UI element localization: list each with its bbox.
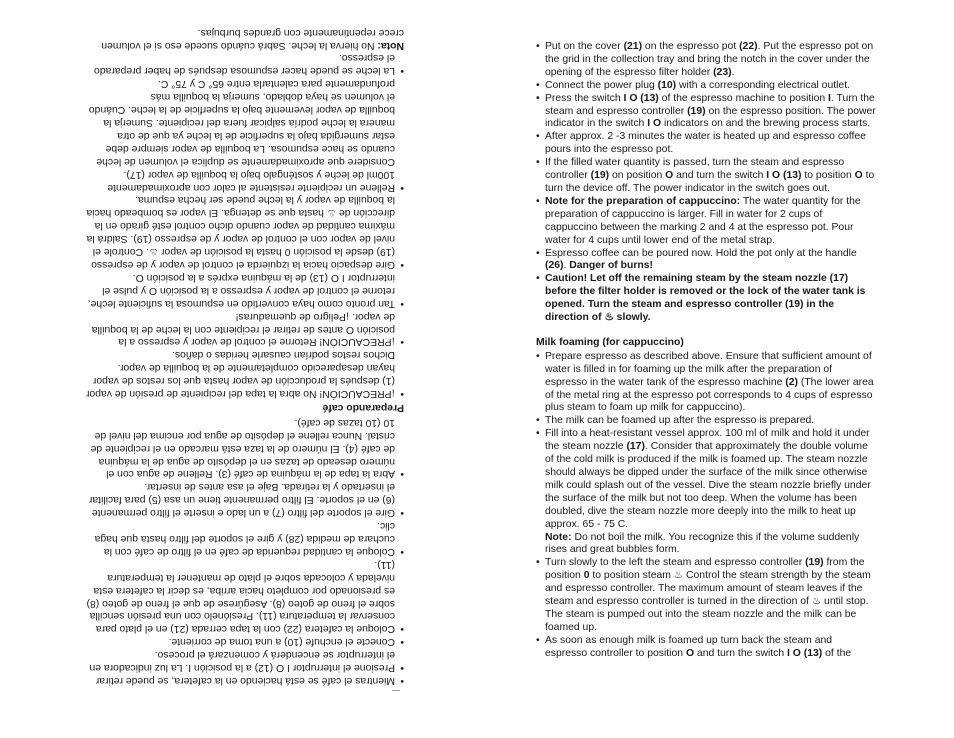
- spanish-list-item: • Conecte el enchufe (10) a una toma de corriente.: [86, 634, 404, 647]
- spanish-list-item: • Coloque la cafetera (22) con la tapa cerrada (21) en el plato para conservar la temperatura (11). Presiónelo con una presión sencilla sobre el freno de goteo (8). Asegúrese de que el freno de goteo (8) es presionado por completo hacia arriba, es decir la cafetera esta nivelada y colocada sobre el plato de mantener la temperatura (11).: [86, 557, 404, 634]
- spanish-list-item: • ¡PRECAUCIÓN! Retorne el control de vapor y espresso a la posición O antes de retirar el recipiente con la leche de la boquilla de vapor. ¡Peligro de quemaduras!: [86, 309, 404, 348]
- bold-run: I O (13): [766, 170, 802, 182]
- spanish-note-label: Nota:: [377, 39, 404, 51]
- bold-run: I O: [647, 118, 662, 130]
- english-list-item: • Turn slowly to the left the steam and espresso controller (19) from the position 0 to position steam ♨ Control the steam strength by the steam and espresso controller. The maximum amount of steam leaves if the steam and espresso controller is turned in the direction of ♨ until stop. The steam is pumped out into the steam nozzle and the milk can be foamed up.: [536, 557, 876, 634]
- bold-run: (26): [545, 260, 564, 272]
- bold-run: Danger of burns!: [569, 260, 653, 272]
- spanish-column: [86, 26, 404, 686]
- bold-run: (10): [657, 79, 677, 91]
- section-gap: [536, 325, 876, 335]
- spanish-list-item: • Mientras el café se está haciendo en la cafetera, se puede retirar: [86, 673, 404, 686]
- english-list-item: • Prepare espresso as described above. Ensure that sufficient amount of water is filled in for foaming up the milk after the preparation of espresso in the water tank of the espresso machine (2) (The lower area of the metal ring at the espresso pot corresponds to 4 cups of espresso plus steam to foam up milk for cappuccino).: [536, 351, 876, 416]
- spanish-heading-preparando: Preparando café: [322, 401, 404, 413]
- bold-run: Caution! Let off the remaining steam by the steam nozzle (17) before the filter holder is removed or the lock of the water tank is opened. Turn the steam and espresso controller (19) in the direction of ♨ slowly.: [545, 273, 866, 324]
- english-list-item: • Fill into a heat-resistant vessel approx. 100 ml of milk and hold it under the steam nozzle (17). Consider that approximately the double volume of the cold milk is produced if the milk is foamed up. The steam nozzle should always be dipped under the surface of the milk since otherwise milk could splash out of the vessel. Dive the steam nozzle briefly under the surface of the milk but not too deep. When the volume has been doubled, dive the steam nozzle more deeply into the milk to heat up approx. 65 - 75 C. Note: Do not boil the milk. You recognize this if the volume suddenly rises and great bubbles form.: [536, 428, 876, 557]
- english-list-item: • Connect the power plug (10) with a corresponding electrical outlet.: [536, 80, 876, 93]
- bold-run: O: [665, 170, 674, 182]
- spanish-list-top: [86, 415, 404, 686]
- bold-run: (19): [805, 557, 824, 569]
- english-list-item: [536, 273, 876, 325]
- bold-run: (23): [713, 66, 732, 78]
- english-list-b: [536, 351, 876, 661]
- english-list-item: • The milk can be foamed up after the espresso is prepared.: [536, 415, 876, 428]
- bold-run: (22): [739, 41, 758, 52]
- bold-run: I O (13): [623, 92, 659, 104]
- spanish-list-item: • Gire despacio hacia la izquierda el control de vapor y de espresso (19) desde la posición 0 hasta la posición de vapor ♨. Controle el nivel de vapor con el control de vapor y de espresso (19). Saldrá la máxima cantidad de vapor cuando dicho control esté girado en la dirección de ♨ hasta que se detenga. El vapor es bombeado hacia la boquilla de vapor y la leche puede ser hecha espuma.: [86, 193, 404, 270]
- spanish-list-item: • Tan pronto como haya convertido en espumosa la suficiente leche, retorne el control de vapor y espresso a la posición O y pulse el interruptor I O (13) de la máquina exprés a la posición O.: [86, 270, 404, 309]
- english-list-item: • If the filled water quantity is passed, turn the steam and espresso controller (19) on position O and turn the switch I O (13) to position O to turn the device off. The power indicator in the switch goes out.: [536, 157, 876, 196]
- english-list-item: • Note for the preparation of cappuccino: The water quantity for the preparation of cappuccino is larger. Fill in water for 2 cups of cappuccino between the marking 2 and 4 at the espresso pot. Pour water for 4 cups until lower end of the metal strap.: [536, 196, 876, 248]
- english-heading-milk-foaming: Milk foaming (for cappuccino): [536, 336, 684, 348]
- english-list-item: • After approx. 2 -3 minutes the water is heated up and espresso coffee pours into the espresso pot.: [536, 131, 876, 157]
- bold-run: Note:: [545, 531, 572, 543]
- bold-run: O: [685, 647, 695, 659]
- spanish-list-item: • Abra la tapa de la máquina de café (3). Rellene de agua con el número deseado de tazas en el depósito de agua de la máquina de café (4). El número de la taza está marcado en el recipiente de cristal. Nunca rellene el depósito de agua por encima del nivel de 10 (10 tazas de café).: [86, 415, 404, 480]
- english-list-a: [536, 41, 876, 325]
- bold-run: (17): [626, 441, 645, 453]
- spanish-list-item: • ¡PRECAUCIÓN! No abra la tapa del recipiente de presión de vapor (1) después la producción de vapor hasta que los restos de vapor hayan desaparecido completamente de la boquilla de vapor. Dichos restos podrían causarle heridas o daños.: [86, 347, 404, 399]
- bold-run: (19): [687, 105, 706, 117]
- bold-run: (21): [623, 41, 643, 52]
- english-column: [536, 41, 876, 661]
- bold-run: 0: [583, 570, 590, 582]
- english-list-item: • Put on the cover (21) on the espresso pot (22). Put the espresso pot on the grid in the collection tray and bring the notch in the cover under the opening of the espresso filter holder (23).: [536, 41, 876, 80]
- english-list-item: • Press the switch I O (13) of the espresso machine to position I. Turn the steam and espresso controller (19) on the espresso position. The power indicator in the switch I O indicators on and the brewing process starts.: [536, 93, 876, 132]
- spanish-list-item: • Coloque la cantidad requerida de café en el filtro de café con la cuchara de medida (28) y gire el soporte del filtro hasta que haga clic.: [86, 518, 404, 557]
- bold-run: O: [854, 170, 863, 182]
- bold-run: (19): [590, 170, 610, 182]
- bold-run: I: [828, 92, 831, 104]
- spanish-list-mid: [86, 51, 404, 399]
- spanish-list-item: • La leche se puede hacer espumosa después de haber preparado el espresso.: [86, 51, 404, 77]
- bold-run: Note for the preparation of cappuccino:: [545, 195, 741, 207]
- english-note: Note: Do not boil the milk. You recognize this if the volume suddenly rises and great bubbles form.: [545, 531, 860, 556]
- bold-run: I O (13): [787, 647, 823, 659]
- bold-run: (2): [785, 376, 798, 388]
- spanish-list-item: • Gire el soporte del filtro (7) a un lado e inserte el filtro permanente (6) en el soporte. El filtro permanente tiene un asa (5) para facilitar el insertado y la retirada. Baje el asa antes de insertar.: [86, 480, 404, 519]
- spanish-list-item: • Rellene un recipiente resistente al calor con aproximadamente 100ml de leche y sosténgalo bajo la boquilla de vapor (17). Considere que aproximadamente se duplica el volumen de leche cuando se hace espumosa. La boquilla de vapor siempre debe estar sumergida bajo la superficie de la leche ya que de otra manera la leche podría salpicar fuera del recipiente. Sumerja la boquilla de vapor levemente bajo la superficie de la leche. Cuándo el volumen se haya doblado, sumerja la boquilla más profundamente para calentarla entre 65° C y 75° C.: [86, 76, 404, 192]
- english-list-item: • As soon as enough milk is foamed up turn back the steam and espresso controller to position O and turn the switch I O (13) of the: [536, 635, 876, 661]
- spanish-note: [86, 25, 404, 51]
- page-divider-mark: [392, 690, 400, 691]
- spanish-note-text: No hierva la leche. Sabrá cuándo sucede eso si el volumen crece repentinamente con grandes burbujas.: [101, 26, 404, 51]
- spanish-list-item: • Presione el interruptor I O (12) a la posición I. La luz indicadora en el interruptor se encenderá y comenzará el proceso.: [86, 647, 404, 673]
- english-list-item: • Espresso coffee can be poured now. Hold the pot only at the handle (26). Danger of burns!: [536, 248, 876, 274]
